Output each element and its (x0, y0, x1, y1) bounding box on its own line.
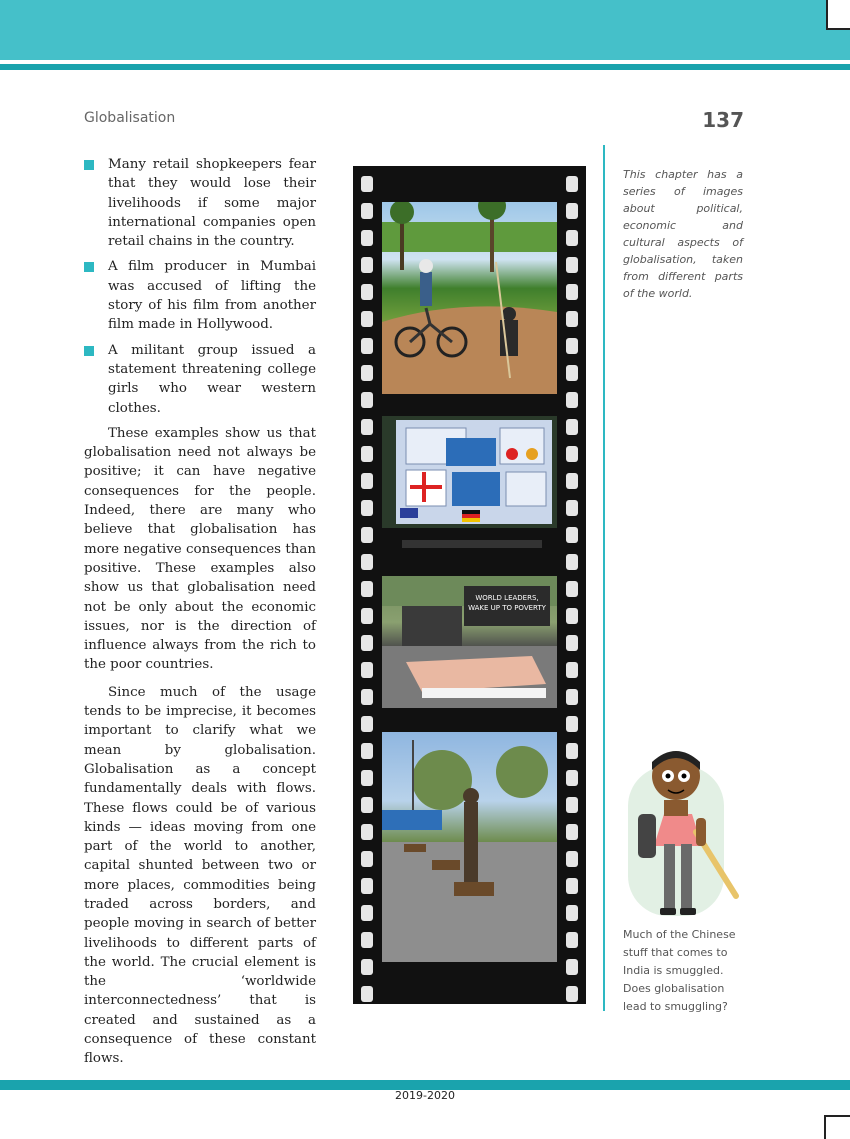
film-perforation (566, 392, 578, 408)
cartoon-caption: Much of the Chinese stuff that comes to India is smuggled. Does globalisation lead to smuggling? (623, 928, 736, 1013)
film-perforation (566, 662, 578, 678)
film-perforation (361, 851, 373, 867)
film-perforation (566, 716, 578, 732)
film-perforations-right (566, 166, 578, 1004)
film-perforation (361, 446, 373, 462)
margin-rule (603, 145, 605, 1011)
photo-statue-procession (382, 732, 557, 962)
film-perforation (566, 851, 578, 867)
film-perforation (566, 581, 578, 597)
top-color-band (0, 0, 850, 60)
film-perforation (361, 500, 373, 516)
example-bullet-list (84, 155, 316, 418)
list-item (84, 155, 316, 251)
top-rule (0, 64, 850, 70)
film-perforation (566, 311, 578, 327)
film-perforation (361, 581, 373, 597)
film-perforation (566, 824, 578, 840)
film-strip (353, 166, 586, 1004)
film-perforation (566, 878, 578, 894)
page-number: 137 (702, 108, 744, 132)
film-perforation (361, 365, 373, 381)
running-head: Globalisation (84, 110, 176, 126)
footer-year: 2019-2020 (395, 1089, 455, 1102)
film-perforation (566, 770, 578, 786)
film-perforation (361, 689, 373, 705)
film-perforation (361, 905, 373, 921)
protest-sign-text: WAKE UP TO POVERTY (468, 604, 546, 612)
film-perforation (361, 554, 373, 570)
film-perforation (566, 527, 578, 543)
body-paragraph: These examples show us that globalisation need not always be positive; it can have negative consequences for the people. Indeed, there are many who believe that globalisation has more negative consequences than positive. These examples also show us that globalisation need not be only about the economic issues, nor is the direction of influence always from the rich to the poor countries. (84, 425, 316, 673)
film-perforation (566, 689, 578, 705)
film-perforation (361, 770, 373, 786)
film-perforation (361, 635, 373, 651)
margin-note: This chapter has a series of images about political, economic and cultural aspects of globalisation, taken from different parts of the world. (623, 168, 743, 300)
film-perforation (566, 230, 578, 246)
film-perforation (361, 662, 373, 678)
film-perforation (361, 284, 373, 300)
film-perforation (566, 203, 578, 219)
film-perforations-left (361, 166, 373, 1004)
film-perforation (566, 635, 578, 651)
film-perforation (361, 797, 373, 813)
film-perforation (566, 176, 578, 192)
bullet-text: A militant group issued a statement threatening college girls who wear western clothes. (108, 342, 316, 416)
film-perforation (361, 986, 373, 1002)
cartoon-boy-illustration (624, 736, 742, 921)
crop-mark-bottom (824, 1115, 850, 1139)
list-item (84, 257, 316, 334)
film-perforation (566, 500, 578, 516)
film-perforation (361, 473, 373, 489)
film-perforation (566, 446, 578, 462)
film-perforation (361, 392, 373, 408)
film-perforation (361, 878, 373, 894)
film-perforation (361, 608, 373, 624)
main-text-column (84, 155, 316, 1077)
film-perforation (361, 527, 373, 543)
protest-sign-text: WORLD LEADERS, (475, 594, 539, 602)
photo-cyclists-africa (382, 202, 557, 394)
photo-computer-screen (382, 416, 557, 566)
film-perforation (566, 473, 578, 489)
bullet-text: Many retail shopkeepers fear that they would lose their livelihoods if some major international companies open retail chains in the country. (108, 157, 316, 250)
film-perforation (566, 986, 578, 1002)
film-perforation (566, 932, 578, 948)
film-perforation (361, 824, 373, 840)
film-perforation (361, 959, 373, 975)
film-perforation (361, 716, 373, 732)
film-perforation (361, 743, 373, 759)
film-perforation (361, 230, 373, 246)
film-perforation (566, 554, 578, 570)
film-perforation (361, 311, 373, 327)
film-perforation (361, 338, 373, 354)
film-perforation (566, 608, 578, 624)
photo-poverty-protest (382, 576, 557, 708)
film-perforation (566, 905, 578, 921)
square-bullet-icon (84, 262, 94, 272)
film-perforation (566, 797, 578, 813)
crop-mark-top (826, 0, 850, 30)
film-perforation (566, 959, 578, 975)
square-bullet-icon (84, 346, 94, 356)
body-paragraph: Since much of the usage tends to be imprecise, it becomes important to clarify what we mean by globalisation. Globalisation as a concept fundamentally deals with flows. These flows could be of various kinds — ideas moving from one part of the world to another, capital shunted between two or more places, commodities being traded across borders, and people moving in search of better livelihoods to different parts of the world. The crucial element is the ‘worldwide interconnectedness’ that is created and sustained as a consequence of these constant flows. (84, 684, 316, 1067)
film-perforation (361, 257, 373, 273)
film-perforation (566, 257, 578, 273)
film-perforation (361, 932, 373, 948)
film-perforation (566, 365, 578, 381)
list-item (84, 341, 316, 418)
bullet-text: A film producer in Mumbai was accused of lifting the story of his film from another film made in Hollywood. (108, 259, 316, 333)
film-perforation (566, 419, 578, 435)
square-bullet-icon (84, 160, 94, 170)
film-perforation (566, 338, 578, 354)
film-perforation (361, 176, 373, 192)
film-perforation (566, 284, 578, 300)
film-perforation (361, 203, 373, 219)
film-perforation (361, 419, 373, 435)
film-perforation (566, 743, 578, 759)
